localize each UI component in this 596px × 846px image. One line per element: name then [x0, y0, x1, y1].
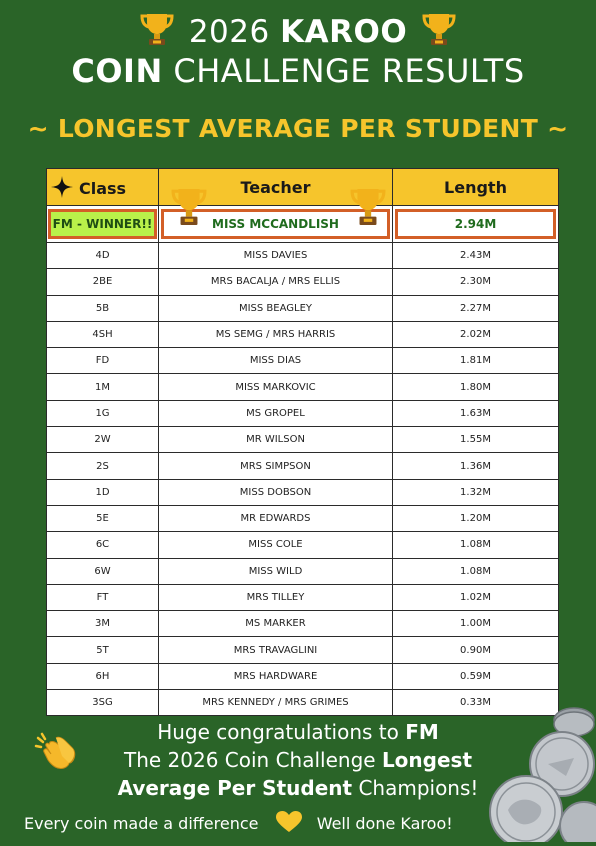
length-cell: 1.20M [393, 505, 559, 531]
title-karoo: KAROO [280, 14, 408, 50]
header-class-label: Class [79, 179, 127, 198]
teacher-cell: MRS BACALJA / MRS ELLIS [159, 269, 393, 295]
winner-length: 2.94M [395, 209, 556, 239]
class-cell: 1G [47, 400, 159, 426]
table-row [47, 243, 559, 269]
table-row [47, 663, 559, 689]
table-row [47, 479, 559, 505]
header-length: Length [393, 169, 559, 206]
title-coin: COIN [71, 52, 163, 90]
table-row [47, 453, 559, 479]
table-row [47, 584, 559, 610]
class-cell: 1M [47, 374, 159, 400]
footer [24, 811, 453, 837]
class-cell: 6H [47, 663, 159, 689]
teacher-cell: MISS DIAS [159, 348, 393, 374]
teacher-cell: MISS MARKOVIC [159, 374, 393, 400]
title-line-2 [0, 52, 596, 90]
winner-row [47, 206, 559, 243]
footer-right-text: Well done Karoo! [316, 814, 453, 833]
class-cell: 3M [47, 611, 159, 637]
congrats-text: The 2026 Coin Challenge [123, 748, 376, 772]
subtitle: ~ LONGEST AVERAGE PER STUDENT ~ [27, 114, 569, 143]
trophy-icon [140, 10, 174, 54]
class-cell: 1D [47, 479, 159, 505]
teacher-cell: MR WILSON [159, 427, 393, 453]
sparkle-icon [51, 176, 73, 198]
clapping-hands-icon [34, 732, 78, 776]
congrats-champions: Champions! [358, 776, 479, 800]
title-challenge-results: CHALLENGE RESULTS [173, 52, 525, 90]
winner-teacher-name: MISS MCCANDLISH [212, 217, 339, 231]
length-cell: 1.81M [393, 348, 559, 374]
length-cell: 2.30M [393, 269, 559, 295]
class-cell: 6C [47, 532, 159, 558]
length-cell: 1.00M [393, 611, 559, 637]
winner-class: FM - WINNER!! [48, 209, 157, 239]
title-line-1 [0, 10, 596, 54]
length-cell: 1.36M [393, 453, 559, 479]
congrats-class: FM [405, 720, 439, 744]
length-cell: 1.55M [393, 427, 559, 453]
class-cell: 2BE [47, 269, 159, 295]
teacher-cell: MRS KENNEDY / MRS GRIMES [159, 690, 393, 716]
trophy-icon [422, 10, 456, 54]
length-cell: 1.08M [393, 532, 559, 558]
class-cell: FD [47, 348, 159, 374]
congrats-text: Huge congratulations to [157, 720, 399, 744]
class-cell: 3SG [47, 690, 159, 716]
winner-length-cell [393, 206, 559, 243]
table-row [47, 269, 559, 295]
length-cell: 0.33M [393, 690, 559, 716]
class-cell: 2W [47, 427, 159, 453]
table-row [47, 427, 559, 453]
trophy-icon [171, 184, 207, 231]
winner-class-cell [47, 206, 159, 243]
teacher-cell: MS SEMG / MRS HARRIS [159, 321, 393, 347]
teacher-cell: MISS COLE [159, 532, 393, 558]
teacher-cell: MS MARKER [159, 611, 393, 637]
teacher-cell: MRS TILLEY [159, 584, 393, 610]
length-cell: 1.32M [393, 479, 559, 505]
table-row [47, 321, 559, 347]
length-cell: 0.90M [393, 637, 559, 663]
heart-icon [276, 811, 302, 837]
table-row [47, 532, 559, 558]
results-table [46, 168, 559, 716]
teacher-cell: MR EDWARDS [159, 505, 393, 531]
congrats-longest: Longest [381, 748, 473, 772]
header-class [47, 169, 159, 206]
class-cell: 4SH [47, 321, 159, 347]
teacher-cell: MRS HARDWARE [159, 663, 393, 689]
header-teacher: Teacher [159, 169, 393, 206]
footer-left-text: Every coin made a difference [24, 814, 259, 833]
table-row [47, 637, 559, 663]
length-cell: 1.63M [393, 400, 559, 426]
table-row [47, 295, 559, 321]
length-cell: 0.59M [393, 663, 559, 689]
length-cell: 2.02M [393, 321, 559, 347]
table-row [47, 400, 559, 426]
table-row [47, 611, 559, 637]
class-cell: 4D [47, 243, 159, 269]
length-cell: 2.27M [393, 295, 559, 321]
teacher-cell: MRS SIMPSON [159, 453, 393, 479]
table-row [47, 558, 559, 584]
class-cell: 6W [47, 558, 159, 584]
trophy-icon [350, 184, 386, 231]
teacher-cell: MISS DOBSON [159, 479, 393, 505]
class-cell: 2S [47, 453, 159, 479]
congrats-category: Average Per Student [117, 776, 353, 800]
class-cell: 5E [47, 505, 159, 531]
length-cell: 1.02M [393, 584, 559, 610]
coins-illustration [456, 700, 596, 846]
class-cell: FT [47, 584, 159, 610]
table-header-row [47, 169, 559, 206]
length-cell: 1.80M [393, 374, 559, 400]
length-cell: 2.43M [393, 243, 559, 269]
length-cell: 1.08M [393, 558, 559, 584]
table-row [47, 348, 559, 374]
table-row [47, 505, 559, 531]
class-cell: 5B [47, 295, 159, 321]
teacher-cell: MISS BEAGLEY [159, 295, 393, 321]
title-year: 2026 [188, 14, 270, 50]
teacher-cell: MS GROPEL [159, 400, 393, 426]
teacher-cell: MISS WILD [159, 558, 393, 584]
teacher-cell: MRS TRAVAGLINI [159, 637, 393, 663]
winner-teacher-cell [159, 206, 393, 243]
table-row [47, 374, 559, 400]
class-cell: 5T [47, 637, 159, 663]
teacher-cell: MISS DAVIES [159, 243, 393, 269]
